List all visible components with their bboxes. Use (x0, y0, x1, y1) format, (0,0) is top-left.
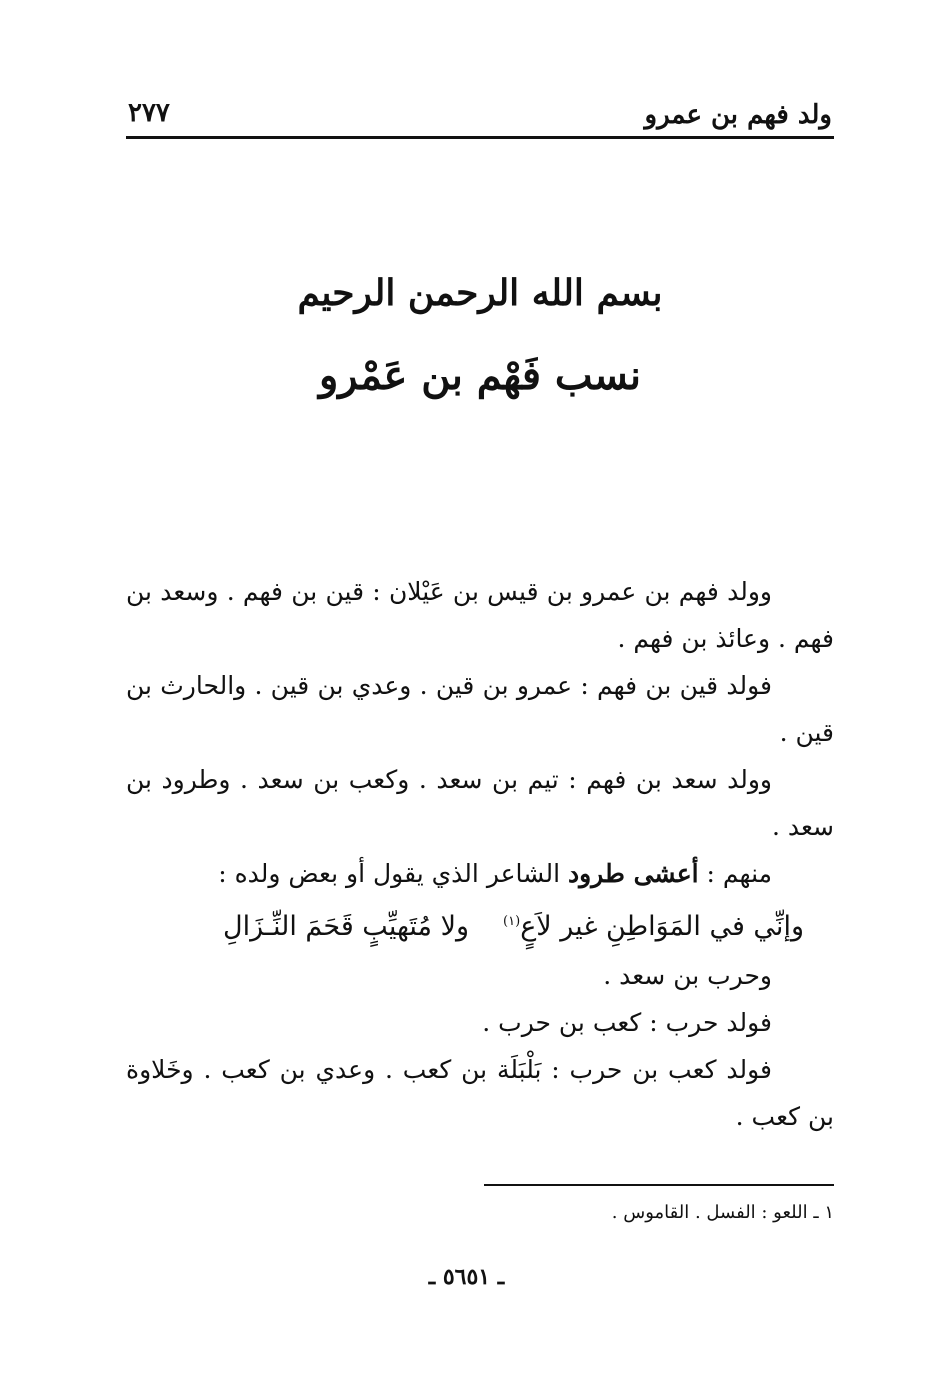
paragraph: وولد فهم بن عمرو بن قيس بن عَيْلان : قين بن فهم . وسعد بن فهم . وعائذ بن فهم . (126, 577, 834, 653)
paragraph (126, 850, 834, 897)
footnote-marker[interactable]: (١) (503, 914, 521, 929)
page-number: ٢٧٧ (128, 98, 170, 128)
poetry-verse (126, 897, 834, 952)
running-title: ولد فهم بن عمرو (644, 100, 832, 130)
folio-number: ـ ٥٦٥١ ـ (428, 1264, 505, 1290)
verse-first-hemistich (503, 897, 804, 952)
basmala: بسم الله الرحمن الرحيم (297, 272, 663, 314)
footnote-separator (484, 1184, 834, 1186)
paragraph-text: الشاعر الذي يقول أو بعض ولده : (218, 859, 561, 888)
paragraph: فولد قين بن فهم : عمرو بن قين . وعدي بن قين . والحارث بن قين . (126, 671, 834, 747)
main-text (126, 568, 834, 1140)
poet-name: أعشى طرود (567, 859, 699, 888)
paragraph: فولد حرب : كعب بن حرب . (482, 1008, 772, 1037)
paragraph-text: منهم : (706, 859, 772, 888)
running-header (126, 92, 834, 139)
verse-text: وإنِّي في المَوَاطِنِ غير لاَعٍ (520, 911, 804, 942)
paragraph: فولد كعب بن حرب : بَلْبَلَة بن كعب . وعدي بن كعب . وخَلاوة بن كعب . (126, 1055, 834, 1131)
footnote: ١ ـ اللعو : الفسل . القاموس . (611, 1202, 834, 1223)
verse-second-hemistich: ولا مُتَهيِّبٍ قَحَمَ النِّـزَالِ (223, 911, 470, 942)
paragraph: وحرب بن سعد . (603, 961, 772, 990)
paragraph: وولد سعد بن فهم : تيم بن سعد . وكعب بن سعد . وطرود بن سعد . (126, 765, 834, 841)
chapter-title: نسب فَهْم بن عَمْرو (318, 352, 641, 399)
